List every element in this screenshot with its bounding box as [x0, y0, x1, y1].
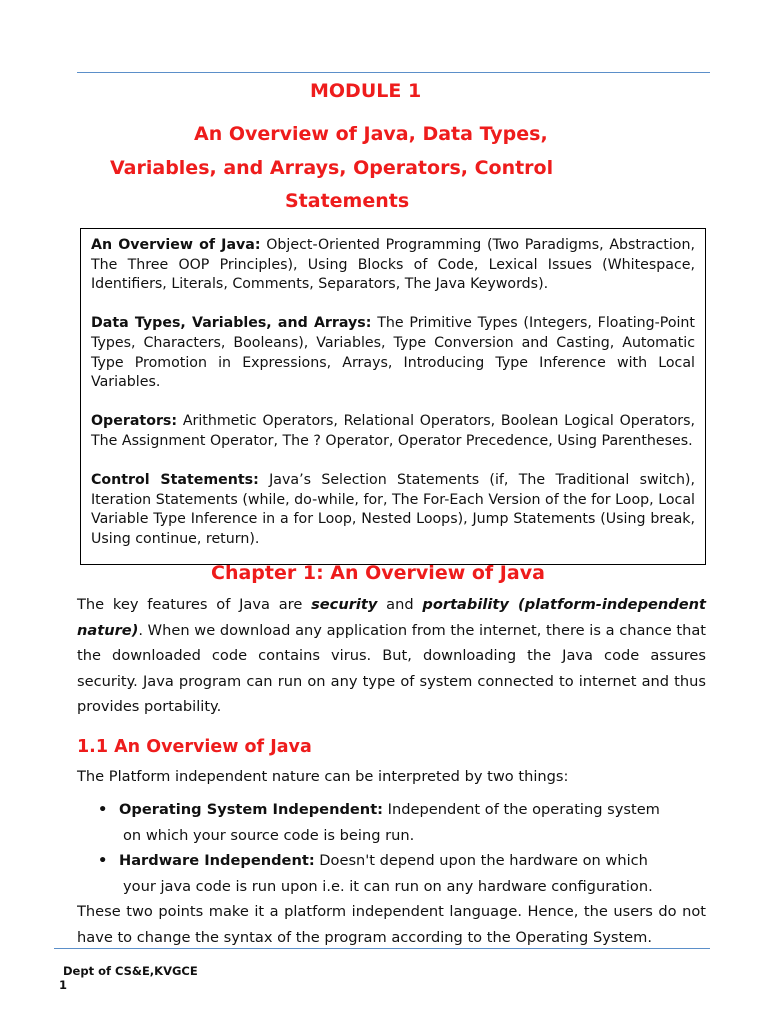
- syllabus-text: Java’s Selection Statements (if, The Traditional switch), Iteration Statements (while, do-while, for, The For-Each Version of the for Loop, Local Variable Type Inference in a for Loop, Nested Loops), Jump Statements (Using break, Using continue, return).: [91, 472, 695, 547]
- syllabus-heading: An Overview of Java:: [91, 237, 261, 253]
- bullet-text: Doesn't depend upon the hardware on which: [314, 852, 648, 869]
- syllabus-box: [80, 228, 706, 565]
- syllabus-heading: Operators:: [91, 413, 178, 430]
- closing-paragraph: These two points make it a platform independent language. Hence, the users do not have to change the syntax of the program according to the Operating System.: [77, 903, 706, 946]
- module-title: MODULE 1: [310, 80, 422, 102]
- intro-text-1: The key features of Java are: [77, 596, 312, 613]
- syllabus-heading: Data Types, Variables, and Arrays:: [91, 315, 372, 332]
- intro-text-2: and: [377, 596, 423, 613]
- bullet-continuation: on which your source code is being run.: [123, 826, 415, 844]
- syllabus-text: Arithmetic Operators, Relational Operators, Boolean Logical Operators, The Assignment Operator, The ? Operator, Operator Precedence, Using Parentheses.: [91, 413, 695, 449]
- bullet-icon: •: [98, 801, 108, 818]
- chapter-title: Chapter 1: An Overview of Java: [211, 562, 545, 584]
- syllabus-text: The Primitive Types (Integers, Floating-Point Types, Characters, Booleans), Variables, Type Conversion and Casting, Automatic Type Promotion in Expressions, Arrays, Introducing Type Inference with Local Variables.: [91, 315, 695, 391]
- syllabus-heading: Control Statements:: [91, 472, 259, 489]
- section-heading: 1.1 An Overview of Java: [77, 737, 312, 757]
- keyword-portability: portability (platform-independent nature): [77, 596, 707, 639]
- syllabus-text: Object-Oriented Programming (Two Paradigms, Abstraction, The Three OOP Principles), Using Blocks of Code, Lexical Issues (Whitespace, Identifiers, Literals, Comments, Separators, The Java Keywords).: [91, 237, 695, 293]
- intro-paragraph: [77, 592, 706, 720]
- bullet-continuation: your java code is run upon i.e. it can run on any hardware configuration.: [123, 877, 653, 895]
- page-number: 1: [59, 978, 68, 992]
- title-line-3: Statements: [285, 190, 410, 212]
- footer-dept: Dept of CS&E,KVGCE: [63, 964, 198, 978]
- syllabus-item-overview: [91, 236, 695, 295]
- platform-intro: The Platform independent nature can be interpreted by two things:: [77, 768, 569, 785]
- bullet-icon: •: [98, 852, 108, 869]
- list-item: [98, 797, 708, 848]
- syllabus-item-operators: [91, 412, 695, 451]
- intro-text-3: . When we download any application from the internet, there is a chance that the downloaded code contains virus. But, downloading the Java code assures security. Java program can run on any type of system connected to internet and thus provides portability.: [77, 621, 706, 716]
- list-item: [98, 848, 708, 899]
- bullet-label: Operating System Independent:: [119, 801, 384, 818]
- header-rule: [77, 72, 710, 73]
- bullet-text: Independent of the operating system: [383, 801, 660, 818]
- footer-rule: [54, 948, 710, 949]
- title-line-1: An Overview of Java, Data Types,: [194, 123, 548, 145]
- bullet-label: Hardware Independent:: [119, 852, 315, 869]
- syllabus-item-control: [91, 471, 695, 549]
- syllabus-item-data-types: [91, 314, 695, 392]
- title-line-2: Variables, and Arrays, Operators, Control: [110, 157, 554, 179]
- keyword-security: security: [311, 596, 378, 613]
